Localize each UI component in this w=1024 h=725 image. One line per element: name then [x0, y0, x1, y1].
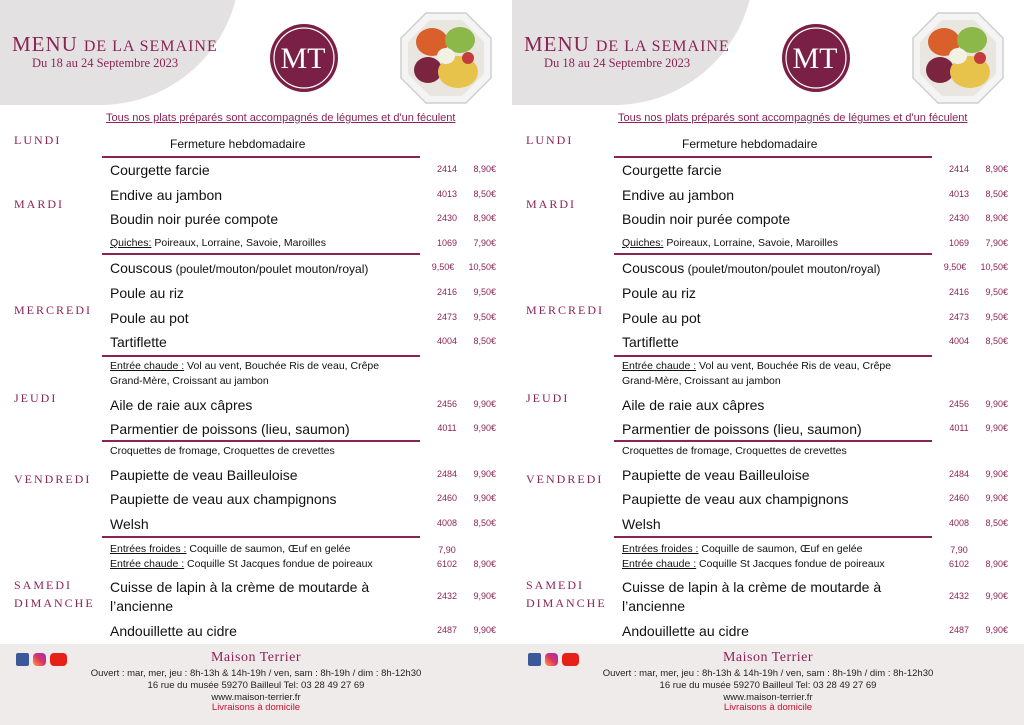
dish-name: Andouillette au cidre — [110, 623, 237, 639]
dish-price: 9,50€ — [985, 312, 1008, 322]
section-divider — [614, 440, 932, 442]
dish-name: Couscous (poulet/mouton/poulet mouton/royal) — [622, 260, 881, 276]
dish-price: 9,50€ — [473, 287, 496, 297]
dish-price: 9,50€ — [985, 287, 1008, 297]
svg-text:MT: MT — [792, 42, 838, 75]
dish-name: Poule au riz — [622, 285, 696, 301]
dish-name: Poule au pot — [110, 310, 189, 326]
dish-price: 9,90€ — [473, 399, 496, 409]
closure-notice: Fermeture hebdomadaire — [682, 137, 818, 151]
dish-name: Courgette farcie — [110, 162, 210, 178]
dish-code: 1069 — [436, 238, 458, 248]
dish-code: 4011 — [949, 423, 969, 433]
dish-code: 4004 — [436, 336, 458, 346]
dish-code: 2416 — [948, 287, 970, 297]
dish-name: Aile de raie aux câpres — [110, 397, 253, 413]
food-platter-image — [910, 10, 1006, 106]
delivery-notice: Livraisons à domicile — [723, 702, 813, 713]
dish-code: 2456 — [948, 399, 970, 409]
dish-name: Poule au riz — [110, 285, 184, 301]
dish-code: 2456 — [436, 399, 458, 409]
dish-code: 6102 — [436, 559, 458, 569]
footer — [0, 644, 512, 725]
dish-name: Cuisse de lapin à la crème de moutarde à l’ancienne — [622, 579, 882, 614]
dish-code: 7,90 — [438, 545, 456, 555]
day-label: VENDREDI — [526, 472, 604, 486]
accompaniment-note: Tous nos plats préparés sont accompagnés de légumes et d'un féculent — [106, 112, 456, 124]
dish-name: Parmentier de poissons (lieu, saumon) — [622, 421, 862, 437]
address: 16 rue du musée 59270 Bailleul Tel: 03 28 49 27 69 — [147, 680, 365, 691]
dish-price: 8,50€ — [985, 189, 1008, 199]
dish-price: 9,90€ — [985, 625, 1008, 635]
section-divider — [102, 440, 420, 442]
dish-name: Endive au jambon — [622, 187, 735, 203]
dish-price: 7,90€ — [473, 238, 496, 248]
dish-name: Tartiflette — [110, 334, 167, 350]
dish-name: Couscous (poulet/mouton/poulet mouton/royal) — [110, 260, 369, 276]
menu-title: MENU DE LA SEMAINE — [12, 32, 218, 56]
opening-hours: Ouvert : mar, mer, jeu : 8h-13h & 14h-19h / ven, sam : 8h-19h / dim : 8h-12h30 — [602, 668, 934, 679]
dish-price: 8,90€ — [473, 164, 496, 174]
dish-price: 10,50€ — [980, 262, 1008, 272]
day-label: JEUDI — [526, 391, 570, 405]
closure-notice: Fermeture hebdomadaire — [170, 137, 306, 151]
mt-logo — [780, 22, 852, 94]
day-label: SAMEDI — [526, 578, 585, 592]
dish-code: 6102 — [948, 559, 970, 569]
svg-text:MT: MT — [280, 42, 326, 75]
address: 16 rue du musée 59270 Bailleul Tel: 03 28 49 27 69 — [659, 680, 877, 691]
section-divider — [102, 156, 420, 158]
dish-name: Quiches: Poireaux, Lorraine, Savoie, Maroilles — [622, 237, 838, 249]
dish-price: 9,90€ — [985, 591, 1008, 601]
dish-code: 4008 — [436, 518, 458, 528]
section-divider — [614, 156, 932, 158]
dish-price: 8,90€ — [985, 213, 1008, 223]
dish-name: Parmentier de poissons (lieu, saumon) — [110, 421, 350, 437]
day-label: MERCREDI — [526, 303, 605, 317]
dish-name: Entrée chaude : Coquille St Jacques fondue de poireaux — [622, 558, 885, 570]
dish-price: 8,50€ — [473, 518, 496, 528]
dish-code: 2460 — [436, 493, 458, 503]
dish-price: 8,50€ — [473, 189, 496, 199]
accompaniment-note: Tous nos plats préparés sont accompagnés de légumes et d'un féculent — [618, 112, 968, 124]
section-divider — [102, 536, 420, 538]
dish-code: 9,50€ — [943, 262, 967, 272]
dish-code: 4011 — [437, 423, 457, 433]
dish-price: 8,50€ — [985, 336, 1008, 346]
dish-code: 2430 — [948, 213, 970, 223]
dish-code: 4013 — [948, 189, 970, 199]
dish-price: 9,50€ — [473, 312, 496, 322]
dish-price: 9,90€ — [985, 399, 1008, 409]
menu-panel — [512, 0, 1024, 725]
dish-code: 2414 — [436, 164, 458, 174]
dish-name: Quiches: Poireaux, Lorraine, Savoie, Maroilles — [110, 237, 326, 249]
dish-price: 9,90€ — [985, 469, 1008, 479]
dish-price: 9,90€ — [473, 423, 496, 433]
dish-code: 4004 — [948, 336, 970, 346]
dish-code: 4008 — [948, 518, 970, 528]
dish-name: Andouillette au cidre — [622, 623, 749, 639]
day-label: MARDI — [526, 197, 577, 211]
dish-price: 8,50€ — [473, 336, 496, 346]
menu-title: MENU DE LA SEMAINE — [524, 32, 730, 56]
dish-price: 8,90€ — [473, 213, 496, 223]
dish-price: 9,90€ — [985, 423, 1008, 433]
footer — [512, 644, 1024, 725]
dish-price: 7,90€ — [985, 238, 1008, 248]
food-platter-image — [398, 10, 494, 106]
brand-name: Maison Terrier — [210, 650, 302, 665]
dish-name: Paupiette de veau Bailleuloise — [110, 467, 298, 483]
dish-name: Endive au jambon — [110, 187, 223, 203]
dish-name: Poule au pot — [622, 310, 701, 326]
opening-hours: Ouvert : mar, mer, jeu : 8h-13h & 14h-19h / ven, sam : 8h-19h / dim : 8h-12h30 — [90, 668, 422, 679]
dish-code: 1069 — [948, 238, 970, 248]
dish-price: 9,90€ — [473, 625, 496, 635]
dish-code: 2487 — [948, 625, 970, 635]
dish-code: 2430 — [436, 213, 458, 223]
dish-code: 2484 — [948, 469, 970, 479]
mt-logo — [268, 22, 340, 94]
dish-code: 2460 — [948, 493, 970, 503]
dish-code: 2414 — [948, 164, 970, 174]
dish-price: 10,50€ — [468, 262, 496, 272]
menu-dates: Du 18 au 24 Septembre 2023 — [32, 56, 179, 70]
dish-code: 2484 — [436, 469, 458, 479]
dish-code: 2432 — [948, 591, 970, 601]
day-label: DIMANCHE — [526, 596, 607, 610]
dish-name: Paupiette de veau Bailleuloise — [622, 467, 810, 483]
section-divider — [614, 253, 932, 255]
brand-name: Maison Terrier — [722, 650, 814, 665]
website-link[interactable]: www.maison-terrier.fr — [211, 692, 301, 703]
dish-name: Entrée chaude : Vol au vent, Bouchée Ris de veau, Crêpe Grand-Mère, Croissant au jambon — [110, 360, 380, 387]
dish-code: 9,50€ — [431, 262, 455, 272]
dish-price: 9,90€ — [473, 469, 496, 479]
dish-price: 9,90€ — [473, 493, 496, 503]
section-divider — [102, 355, 420, 357]
dish-price: 9,90€ — [985, 493, 1008, 503]
day-label: DIMANCHE — [14, 596, 95, 610]
dish-name: Paupiette de veau aux champignons — [110, 491, 337, 507]
dish-price: 9,90€ — [473, 591, 496, 601]
dish-name: Entrée chaude : Coquille St Jacques fondue de poireaux — [110, 558, 373, 570]
dish-price: 8,90€ — [985, 164, 1008, 174]
dish-name: Welsh — [622, 516, 661, 532]
dish-code: 2473 — [436, 312, 458, 322]
day-label: VENDREDI — [14, 472, 92, 486]
dish-name: Aile de raie aux câpres — [622, 397, 765, 413]
dish-code: 4013 — [436, 189, 458, 199]
day-label: LUNDI — [14, 133, 62, 147]
dish-price: 8,90€ — [473, 559, 496, 569]
dish-code: 2416 — [436, 287, 458, 297]
website-link[interactable]: www.maison-terrier.fr — [723, 692, 813, 703]
delivery-notice: Livraisons à domicile — [211, 702, 301, 713]
dish-name: Tartiflette — [622, 334, 679, 350]
day-label: JEUDI — [14, 391, 58, 405]
section-divider — [614, 355, 932, 357]
dish-code: 2432 — [436, 591, 458, 601]
dish-name: Cuisse de lapin à la crème de moutarde à l’ancienne — [110, 579, 370, 614]
dish-price: 8,50€ — [985, 518, 1008, 528]
dish-name: Courgette farcie — [622, 162, 722, 178]
dish-code: 7,90 — [950, 545, 968, 555]
dish-name: Entrées froides : Coquille de saumon, Œuf en gelée — [622, 543, 863, 555]
section-divider — [614, 536, 932, 538]
dish-code: 2473 — [948, 312, 970, 322]
dish-name: Entrées froides : Coquille de saumon, Œuf en gelée — [110, 543, 351, 555]
dish-name: Boudin noir purée compote — [110, 211, 279, 227]
day-label: MARDI — [14, 197, 65, 211]
section-divider — [102, 253, 420, 255]
dish-name: Paupiette de veau aux champignons — [622, 491, 849, 507]
dish-name: Welsh — [110, 516, 149, 532]
dish-price: 8,90€ — [985, 559, 1008, 569]
dish-code: 2487 — [436, 625, 458, 635]
day-label: MERCREDI — [14, 303, 93, 317]
dish-name: Boudin noir purée compote — [622, 211, 791, 227]
dish-name: Entrée chaude : Vol au vent, Bouchée Ris de veau, Crêpe Grand-Mère, Croissant au jambon — [622, 360, 892, 387]
menu-dates: Du 18 au 24 Septembre 2023 — [544, 56, 691, 70]
dish-name: Croquettes de fromage, Croquettes de crevettes — [622, 445, 847, 457]
day-label: LUNDI — [526, 133, 574, 147]
dish-name: Croquettes de fromage, Croquettes de crevettes — [110, 445, 335, 457]
day-label: SAMEDI — [14, 578, 73, 592]
